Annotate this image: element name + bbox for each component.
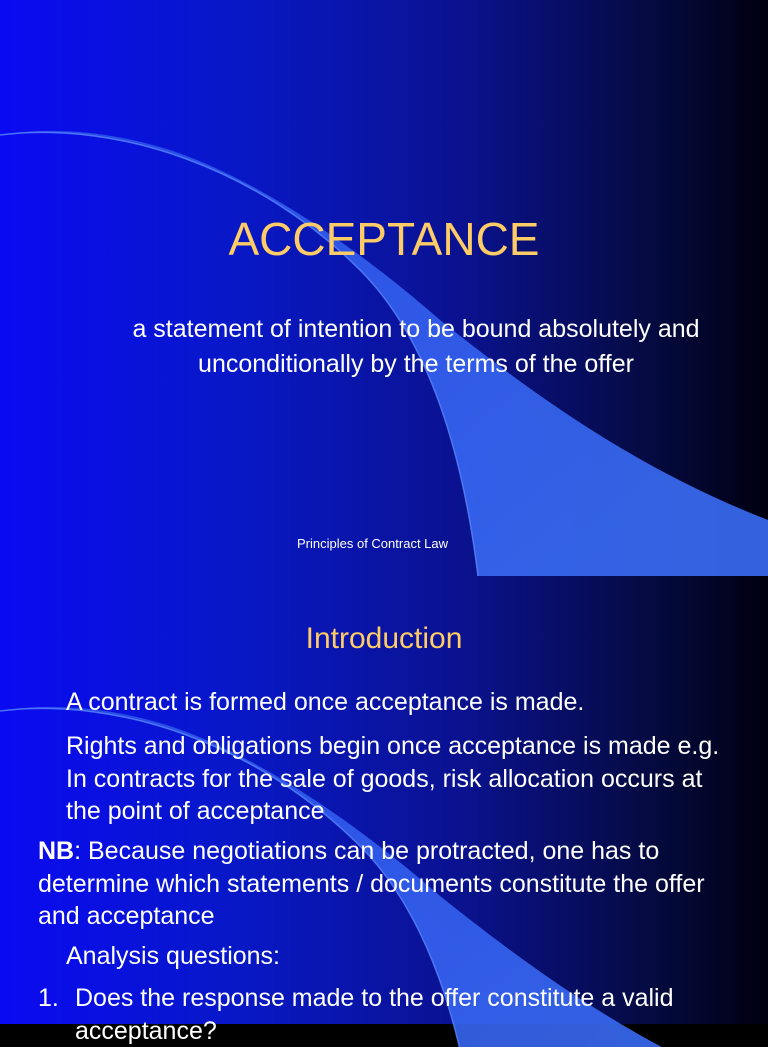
nb-text: : Because negotiations can be protracted, one has to determine which statements / documents constitute the offer and acceptance <box>38 837 705 930</box>
question-number: 1. <box>38 984 59 1012</box>
slide-title: ACCEPTANCE <box>228 213 540 265</box>
nb-label: NB <box>38 837 75 865</box>
slide-subtitle: a statement of intention to be bound absolutely and unconditionally by the terms of the offer <box>132 315 700 378</box>
question-list-item <box>38 982 758 1047</box>
paragraph-nb <box>38 835 738 933</box>
slide-footer: Principles of Contract Law <box>297 536 449 551</box>
paragraph-rights-obligations: Rights and obligations begin once acceptance is made e.g. In contracts for the sale of goods, risk allocation occurs at the point of acceptance <box>66 732 720 825</box>
paragraph-contract-formed: A contract is formed once acceptance is made. <box>66 688 585 716</box>
slide-title: Introduction <box>305 622 463 655</box>
slide-introduction <box>0 576 768 1045</box>
question-text: Does the response made to the offer constitute a valid acceptance? <box>75 984 674 1045</box>
analysis-label: Analysis questions: <box>66 942 281 970</box>
